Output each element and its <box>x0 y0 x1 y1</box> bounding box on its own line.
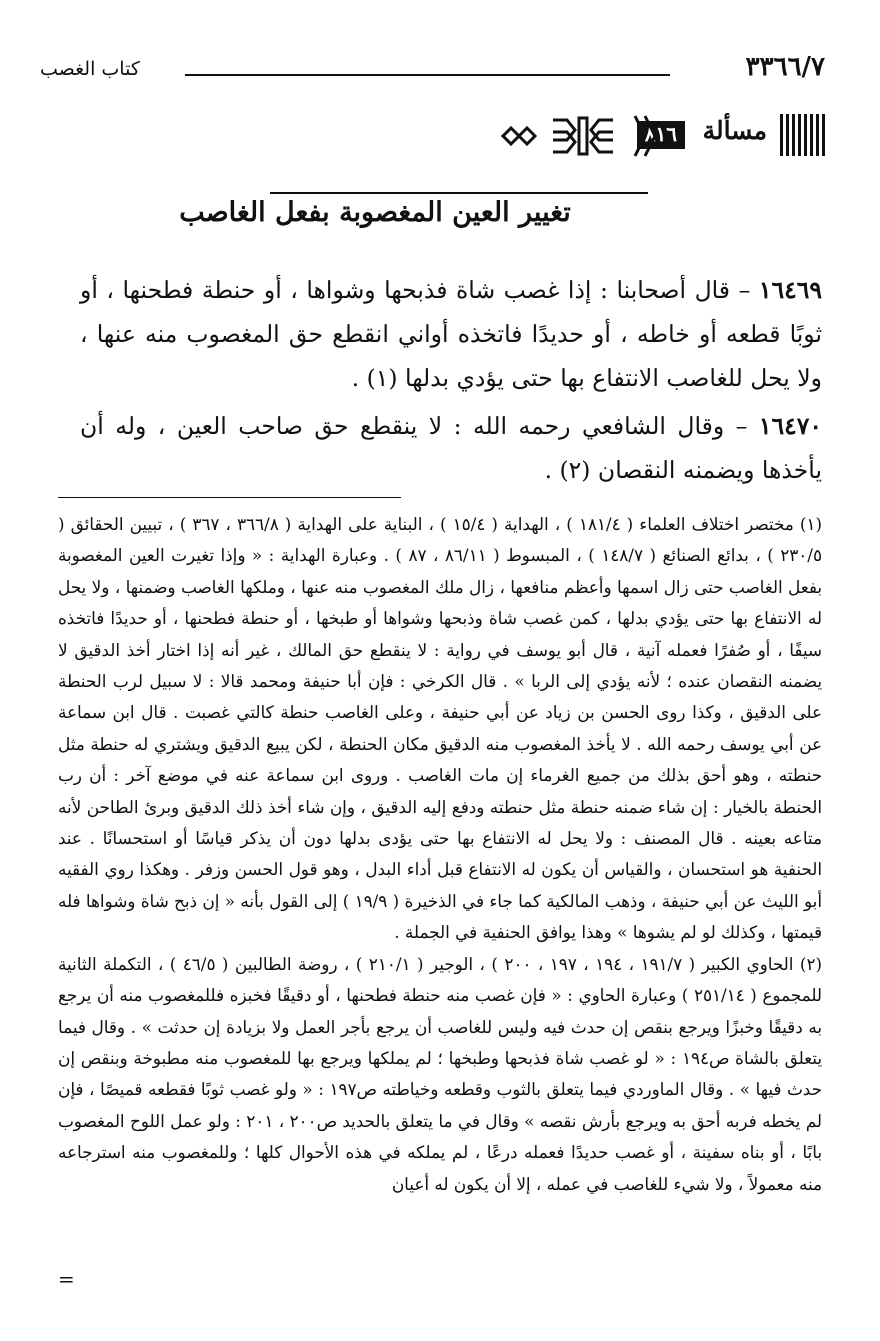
page-header <box>40 52 825 92</box>
continuation-mark: = <box>58 1267 75 1291</box>
paragraph-text: – قال أصحابنا : إذا غصب شاة فذبحها وشواها ، أو حنطة فطحنها ، أو ثوبًا قطعه أو خاطه ، أو حديدًا فاتخذه أواني انقطع حق المغصوب منه عنها ، ولا يحل للغاصب الانتفاع بها حتى يؤدي بدلها (١) . <box>80 276 822 392</box>
footnote: (٢) الحاوي الكبير ( ١٩١/٧ ، ١٩٤ ، ١٩٧ ، ٢٠٠ ) ، الوجير ( ٢١٠/١ ) ، روضة الطالبين ( ٤٦/٥ ) ، التكملة الثانية للمجموع ( ٢٥١/١٤ ) وعبارة الحاوي : « فإن غصب منه حنطة فطحنها ، أو دقيقًا فخبزه فللمغصوب منه أن يرجع به دقيقًا وخبزًا ويرجع بنقص إن حدث فيه وليس للغاصب أن يرجع بأجر العمل ولا بزيادة إن حدثت » . وقال فيما يتعلق بالشاة ص١٩٤ : « لو غصب شاة فذبحها وطبخها ؛ لم يملكها ويرجع بها للمغصوب منه مطبوخة وبنقص إن حدث فيها » . وقال الماوردي فيما يتعلق بالثوب وقطعه وخياطته ص١٩٧ : « ولو غصب ثوبًا فقطعه قميصًا ، فإن لم يخطه فربه أحق به ويرجع بأرش نقصه » وقال في ما يتعلق بالحديد ص٢٠٠ ، ٢٠١ : ولو عمل اللوح المغصوب بابًا ، أو بناه سفينة ، أو غصب حديدًا فعمله درعًا ، لم يملكه في هذه الأحوال كلها ؛ وللمغصوب منه استرجاعه منه معمولاً ، ولا شيء للغاصب في عمله ، إلا أن يكون له أعيان <box>58 953 823 1194</box>
header-rule <box>185 74 670 76</box>
paragraph <box>80 404 822 492</box>
book-title: كتاب الغصب <box>40 58 140 80</box>
title-rule <box>270 192 648 194</box>
paragraph-number: ١٦٤٧٠ <box>758 412 822 440</box>
footnotes <box>58 509 822 1200</box>
footnote: (١) مختصر اختلاف العلماء ( ١٨١/٤ ) ، الهداية ( ١٥/٤ ) ، البناية على الهداية ( ٣٦٦/٨ ، ٣٦٧ ) ، تبيين الحقائق ( ٢٣٠/٥ ) ، بدائع الصنائع ( ١٤٨/٧ ) ، المبسوط ( ٨٦/١١ ، ٨٧ ) . وعبارة الهداية : « وإذا تغيرت العين المغصوبة بفعل الغاصب حتى زال اسمها وأعظم منافعها ، زال ملك المغصوب منه عنها ، وملكها الغاصب وضمنها ، ولا يحل له الانتفاع بها حتى يؤدي بدلها ، كمن غصب شاة وذبحها وشواها أو طبخها ، أو حنطة فطحنها ، أو حديدًا فاتخذه سيفًا ، أو صُفرًا فعمله آنية ، قال أبو يوسف في رواية : لا ينقطع حق المالك ، غير أنه إذا اختار أخذ الدقيق لا يضمنه النقصان عنده ؛ لأنه يؤدي إلى الربا » . قال الكرخي : فإن أبا حنيفة ومحمد قالا : لا سبيل لرب الحنطة على الدقيق ، وكذا روى الحسن بن زياد عن أبي حنيفة ، وعلى الغاصب حنطة كالتي غصبت . قال ابن سماعة عن أبي يوسف رحمه الله . لا يأخذ المغصوب منه الدقيق مكان الحنطة ، لكن يبيع الدقيق ويشتري له حنطة مثل حنطته ، وهو أحق بذلك من جميع الغرماء إن مات الغاصب . وروى ابن سماعة عنه في موضع آخر : أن رب الحنطة بالخيار : إن شاء ضمنه حنطة مثل حنطته ودفع إليه الدقيق ، وإن شاء أخذ ذلك الدقيق وبرئ الطاحن لأنه متاعه بعينه . قال المصنف : ولا يحل له الانتفاع بها حتى يؤدى بدلها دون أن يذكر قياسًا أو استحسانًا . عند الحنفية هو استحسان ، والقياس أن يكون له الانتفاع قبل أداء البدل ، وهو قول الحسن وزفر . وهكذا روي الفقيه أبو الليث عن أبي حنيفة ، وذهب المالكية كما جاء في الذخيرة ( ١٩/٩ ) إلى القول بأنه « إن ذبح شاة وشواها فله قيمتها ، وكذلك لو لم يشوها » وهذا يوافق الحنفية في الجملة . <box>58 514 822 943</box>
ornament-icon <box>495 112 660 160</box>
paragraph-text: – وقال الشافعي رحمه الله : لا ينقطع حق صاحب العين ، وله أن يأخذها ويضمنه النقصان (٢) . <box>80 412 822 484</box>
footnote-separator <box>58 497 401 498</box>
section-title: تغيير العين المغصوبة بفعل الغاصب <box>179 197 571 228</box>
issue-label: مسألة <box>702 116 767 145</box>
paragraph-number: ١٦٤٦٩ <box>758 276 822 304</box>
paragraph <box>80 268 822 400</box>
decorative-bars <box>779 114 825 156</box>
main-text <box>80 268 822 496</box>
page-reference: ٣٣٦٦/٧ <box>745 52 825 82</box>
issue-badge <box>495 112 825 160</box>
issue-number: ٨١٦ <box>637 121 685 149</box>
